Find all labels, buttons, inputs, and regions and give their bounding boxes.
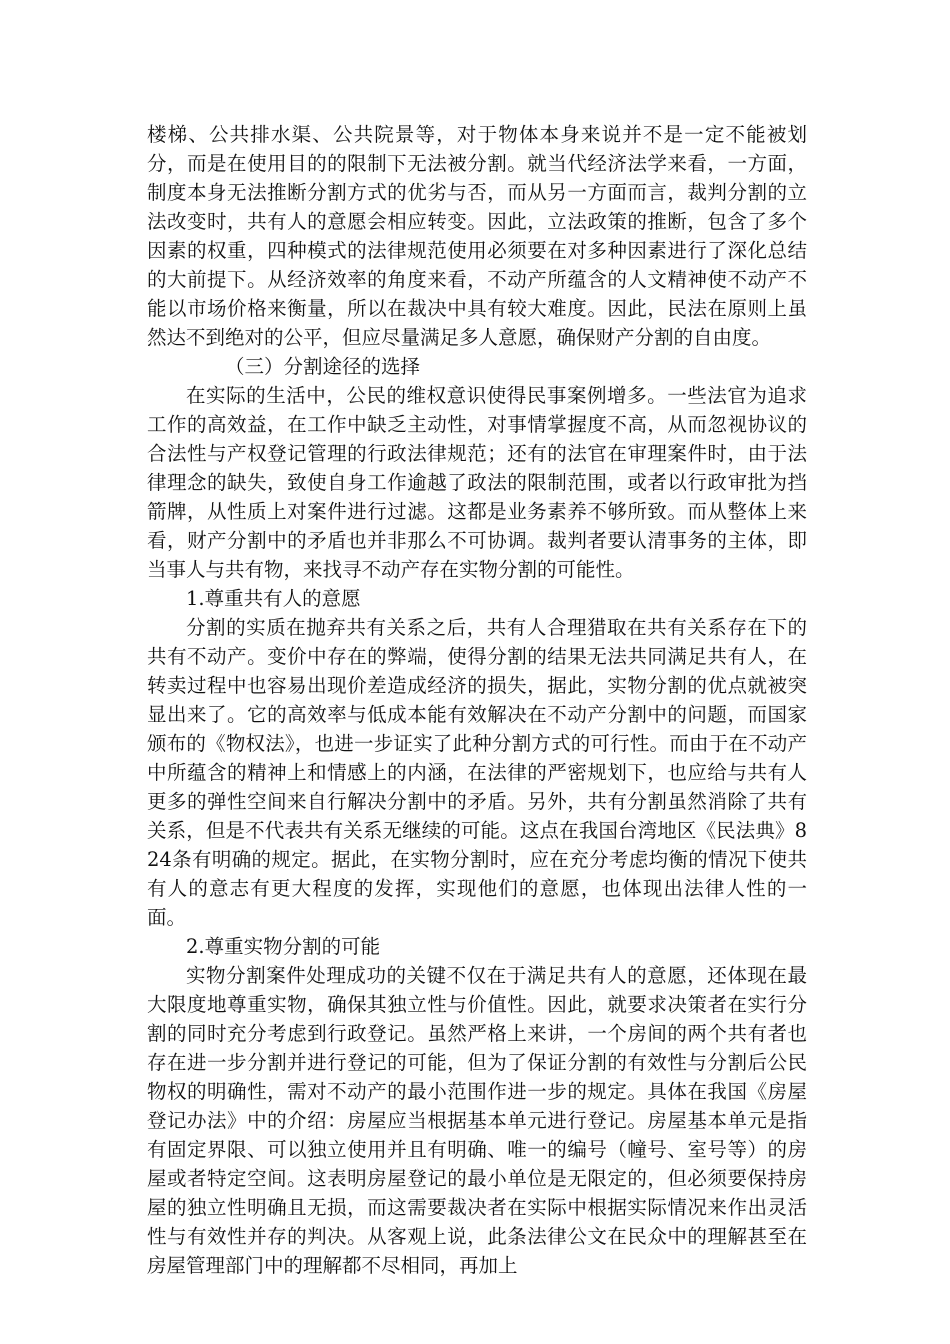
paragraph-body: 在实际的生活中，公民的维权意识使得民事案例增多。一些法官为追求工作的高效益，在工作中缺乏主动性，对事情掌握度不高，从而忽视协议的合法性与产权登记管理的行政法律规范；还有的法官在审理案件时，由于法律理念的缺失，致使自身工作逾越了政法的限制范围，或者以行政审批为挡箭牌，从性质上对案件进行过滤。这都是业务素养不够所致。而从整体上来看，财产分割中的矛盾也并非那么不可协调。裁判者要认清事务的主体，即当事人与共有物，来找寻不动产存在实物分割的可能性。 bbox=[147, 384, 807, 581]
subheading-respect-physical-division: 2.尊重实物分割的可能 bbox=[186, 935, 381, 958]
section-heading-split-method: （三）分割途径的选择 bbox=[225, 355, 421, 378]
subheading-respect-co-owners: 1.尊重共有人的意愿 bbox=[186, 587, 361, 610]
document-body bbox=[147, 120, 807, 1280]
paragraph-body: 分割的实质在抛弃共有关系之后，共有人合理猎取在共有关系存在下的共有不动产。变价中存在的弊端，使得分割的结果无法共同满足共有人，在转卖过程中也容易出现价差造成经济的损失，据此，实物分割的优点就被突显出来了。它的高效率与低成本能有效解决在不动产分割中的问题，而国家颁布的《物权法》，也进一步证实了此种分割方式的可行性。而由于在不动产中所蕴含的精神上和情感上的内涵，在法律的严密规划下，也应给与共有人更多的弹性空间来自行解决分割中的矛盾。另外，共有分割虽然消除了共有关系，但是不代表共有关系无继续的可能。这点在我国台湾地区《民法典》824条有明确的规定。据此，在实物分割时，应在充分考虑均衡的情况下使共有人的意志有更大程度的发挥，实现他们的意愿，也体现出法律人性的一面。 bbox=[147, 616, 807, 929]
paragraph-continuation: 楼梯、公共排水渠、公共院景等，对于物体本身来说并不是一定不能被划分，而是在使用目的的限制下无法被分割。就当代经济法学来看，一方面，制度本身无法推断分割方式的优劣与否，而从另一方面而言，裁判分割的立法改变时，共有人的意愿会相应转变。因此，立法政策的推断，包含了多个因素的权重，四种模式的法律规范使用必须要在对多种因素进行了深化总结的大前提下。从经济效率的角度来看，不动产所蕴含的人文精神使不动产不能以市场价格来衡量，所以在裁决中具有较大难度。因此，民法在原则上虽然达不到绝对的公平，但应尽量满足多人意愿，确保财产分割的自由度。 bbox=[147, 123, 807, 349]
paragraph-body: 实物分割案件处理成功的关键不仅在于满足共有人的意愿，还体现在最大限度地尊重实物，确保其独立性与价值性。因此，就要求决策者在实行分割的同时充分考虑到行政登记。虽然严格上来讲，一个房间的两个共有者也存在进一步分割并进行登记的可能，但为了保证分割的有效性与分割后公民物权的明确性，需对不动产的最小范围作进一步的规定。具体在我国《房屋登记办法》中的介绍：房屋应当根据基本单元进行登记。房屋基本单元是指有固定界限、可以独立使用并且有明确、唯一的编号（幢号、室号等）的房屋或者特定空间。这表明房屋登记的最小单位是无限定的，但必须要保持房屋的独立性明确且无损，而这需要裁决者在实际中根据实际情况来作出灵活性与有效性并存的判决。从客观上说，此条法律公文在民众中的理解甚至在房屋管理部门中的理解都不尽相同，再加上 bbox=[147, 964, 807, 1277]
